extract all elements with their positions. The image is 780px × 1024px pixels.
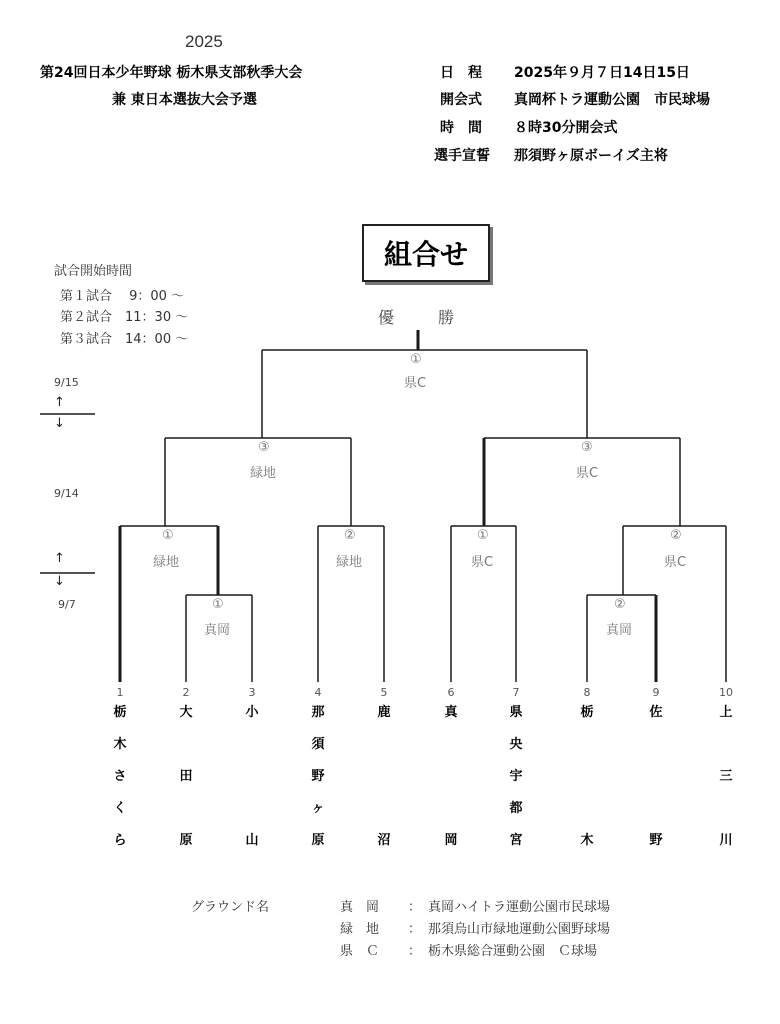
arrow-up-icon: ↑ xyxy=(54,551,65,566)
info-key: 開会式 xyxy=(440,92,482,108)
team-char: 岡 xyxy=(444,833,458,848)
team-char: 野 xyxy=(311,769,325,784)
team-char xyxy=(242,765,262,797)
team-char xyxy=(374,797,394,829)
game-number: ① xyxy=(477,528,489,543)
team-column xyxy=(506,686,526,861)
ground-sep: ： xyxy=(408,944,422,959)
ground-abbr: 県 Ｃ xyxy=(340,944,380,959)
team-column xyxy=(441,686,461,861)
game-number: ① xyxy=(212,597,224,612)
schedule-title: 試合開始時間 xyxy=(54,264,133,279)
game-venue: 真岡 xyxy=(606,623,633,638)
team-char: 木 xyxy=(580,833,594,848)
team-char: 宮 xyxy=(509,833,523,848)
game-venue: 県C xyxy=(471,555,494,570)
team-char xyxy=(646,733,666,765)
team-char xyxy=(577,765,597,797)
team-number: 3 xyxy=(248,686,256,699)
info-key: 時 間 xyxy=(440,120,482,136)
team-char: 沼 xyxy=(377,833,391,848)
team-char: 栃 xyxy=(580,705,594,720)
bracket-title: 組合せ xyxy=(383,238,468,271)
game-venue: 緑地 xyxy=(153,555,180,570)
game-number: ② xyxy=(670,528,682,543)
team-char xyxy=(441,733,461,765)
team-char: 栃 xyxy=(113,705,127,720)
team-number: 8 xyxy=(583,686,591,699)
game-venue: 緑地 xyxy=(336,555,363,570)
game-venue: 県C xyxy=(404,376,427,391)
team-number: 4 xyxy=(314,686,322,699)
team-number: 6 xyxy=(447,686,455,699)
info-value: 真岡杯トラ運動公園 市民球場 xyxy=(514,92,710,108)
game-number: ② xyxy=(344,528,356,543)
date-middle: 9/14 xyxy=(54,487,79,500)
team-char: 山 xyxy=(245,833,259,848)
team-char: 原 xyxy=(311,833,325,848)
team-char xyxy=(242,733,262,765)
team-char: 央 xyxy=(509,737,523,752)
team-char xyxy=(646,765,666,797)
game-venue: 緑地 xyxy=(250,466,277,481)
game-venue: 県C xyxy=(576,466,599,481)
team-char: さ xyxy=(113,769,127,784)
ground-name: 真岡ハイトラ運動公園市民球場 xyxy=(428,900,611,915)
ground-name: 栃木県総合運動公園 Ｃ球場 xyxy=(428,944,598,959)
arrow-up-icon: ↑ xyxy=(54,395,65,410)
tournament-subtitle: 兼 東日本選抜大会予選 xyxy=(112,92,257,108)
team-number: 9 xyxy=(652,686,660,699)
champion-char: 勝 xyxy=(438,308,455,327)
game-number: ② xyxy=(614,597,626,612)
team-char: 上 xyxy=(719,705,733,720)
game-venue: 真岡 xyxy=(204,623,231,638)
info-value: 那須野ヶ原ボーイズ主将 xyxy=(514,148,668,164)
team-char: 野 xyxy=(649,833,663,848)
team-char xyxy=(716,797,736,829)
team-char xyxy=(646,797,666,829)
team-char: 原 xyxy=(179,833,193,848)
team-char: 県 xyxy=(509,705,523,720)
date-bottom: 9/7 xyxy=(58,598,76,611)
team-column xyxy=(176,686,196,861)
team-char xyxy=(242,797,262,829)
team-char: く xyxy=(113,801,127,816)
team-char: 大 xyxy=(179,705,193,720)
team-column xyxy=(308,686,328,861)
team-char xyxy=(441,797,461,829)
team-number: 10 xyxy=(719,686,733,699)
team-char xyxy=(577,797,597,829)
game-number: ③ xyxy=(258,440,270,455)
team-column xyxy=(577,686,597,861)
team-number: 1 xyxy=(116,686,124,699)
team-char: 木 xyxy=(113,737,127,752)
team-char: 川 xyxy=(719,833,733,848)
info-key: 選手宣誓 xyxy=(434,148,490,164)
date-top: 9/15 xyxy=(54,376,79,389)
team-number: 5 xyxy=(380,686,388,699)
team-char: 田 xyxy=(179,769,193,784)
info-value: 2025年９月７日14日15日 xyxy=(514,65,690,81)
ground-sep: ： xyxy=(408,922,422,937)
team-column xyxy=(242,686,262,861)
team-number: 7 xyxy=(512,686,520,699)
team-char: 小 xyxy=(245,705,259,720)
game-number: ③ xyxy=(581,440,593,455)
team-column xyxy=(716,686,736,861)
team-column xyxy=(110,686,130,861)
team-column xyxy=(646,686,666,861)
team-char xyxy=(176,733,196,765)
team-char: 真 xyxy=(444,705,458,720)
game-venue: 県C xyxy=(664,555,687,570)
game-number: ① xyxy=(162,528,174,543)
ground-legend-label: グラウンド名 xyxy=(191,900,270,915)
schedule-row: 第３試合 14：00 ～ xyxy=(60,332,189,347)
team-char xyxy=(176,797,196,829)
game-number: ① xyxy=(410,352,422,367)
info-value: ８時30分開会式 xyxy=(514,120,618,136)
team-char xyxy=(577,733,597,765)
year-label: 2025 xyxy=(185,32,223,51)
team-char xyxy=(441,765,461,797)
team-char: 都 xyxy=(509,801,523,816)
info-key: 日 程 xyxy=(440,65,482,81)
champion-char: 優 xyxy=(378,308,395,327)
arrow-down-icon: ↓ xyxy=(54,574,65,589)
schedule-row: 第２試合 11：30 ～ xyxy=(60,310,189,325)
ground-abbr: 緑 地 xyxy=(340,922,380,937)
team-number: 2 xyxy=(182,686,190,699)
team-char: ら xyxy=(113,833,127,848)
schedule-row: 第１試合 9：00 ～ xyxy=(60,289,185,304)
ground-abbr: 真 岡 xyxy=(340,900,380,915)
ground-sep: ： xyxy=(408,900,422,915)
team-char xyxy=(716,733,736,765)
team-char: 鹿 xyxy=(377,705,391,720)
team-char: 三 xyxy=(719,769,733,784)
team-char: 宇 xyxy=(509,769,523,784)
ground-name: 那須烏山市緑地運動公園野球場 xyxy=(428,922,611,937)
team-char: 須 xyxy=(311,737,325,752)
team-char xyxy=(374,733,394,765)
team-char xyxy=(374,765,394,797)
arrow-down-icon: ↓ xyxy=(54,416,65,431)
team-column xyxy=(374,686,394,861)
team-char: 那 xyxy=(311,705,325,720)
tournament-title: 第24回日本少年野球 栃木県支部秋季大会 xyxy=(40,65,303,81)
team-char: ヶ xyxy=(311,801,325,816)
team-char: 佐 xyxy=(649,705,663,720)
